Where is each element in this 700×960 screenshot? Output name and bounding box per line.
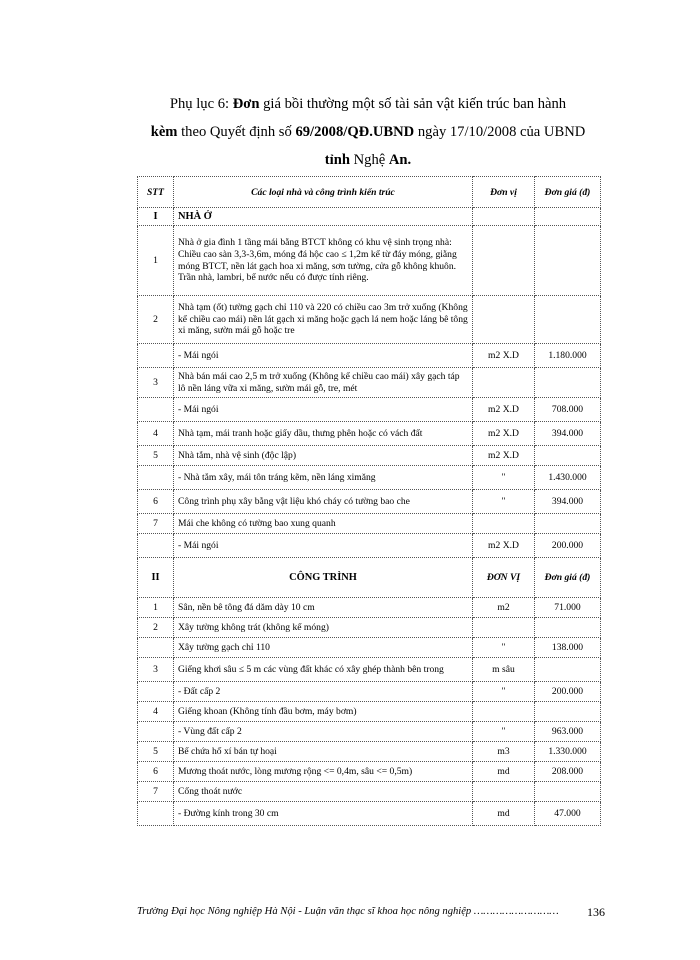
cell-unit: m2 X.D <box>473 398 535 422</box>
header-name: Các loại nhà và công trình kiến trúc <box>174 177 473 208</box>
table-row <box>138 368 601 398</box>
cell-price <box>535 658 601 682</box>
cell-name: - Vùng đất cấp 2 <box>174 722 473 742</box>
cell-name: - Mái ngói <box>174 534 473 558</box>
cell-stt <box>138 802 174 826</box>
title-text-bold: An. <box>388 152 412 168</box>
cell-unit: m2 <box>473 598 535 618</box>
table-row <box>138 658 601 682</box>
cell-unit: m2 X.D <box>473 344 535 368</box>
cell-name: Giếng khoan (Không tính đầu bơm, máy bơm) <box>174 702 473 722</box>
title-text: Phụ lục 6: <box>169 96 233 112</box>
cell-name: Nhà bán mái cao 2,5 m trở xuống (Không kể chiều cao mái) xây gạch táp lô nền láng vữa xi măng, sườn mái gỗ, tre, mét <box>174 368 473 398</box>
cell-stt: II <box>138 558 174 598</box>
table-row <box>138 802 601 826</box>
title-text-bold: Đơn <box>232 96 260 112</box>
cell-unit: md <box>473 802 535 826</box>
title-text-bold: kèm <box>150 124 178 140</box>
cell-price: 1.430.000 <box>535 466 601 490</box>
cell-stt: 7 <box>138 514 174 534</box>
page-title <box>128 90 608 174</box>
cell-unit <box>473 368 535 398</box>
cell-stt <box>138 638 174 658</box>
cell-stt: 3 <box>138 658 174 682</box>
cell-price: 200.000 <box>535 682 601 702</box>
cell-price: 708.000 <box>535 398 601 422</box>
table-row <box>138 638 601 658</box>
cell-name: - Nhà tắm xây, mái tôn tráng kẽm, nền láng ximăng <box>174 466 473 490</box>
header-stt: STT <box>138 177 174 208</box>
table-row <box>138 490 601 514</box>
cell-name: Cống thoát nước <box>174 782 473 802</box>
cell-price: 1.180.000 <box>535 344 601 368</box>
table-row <box>138 762 601 782</box>
cell-price: 47.000 <box>535 802 601 826</box>
cell-price: 963.000 <box>535 722 601 742</box>
cell-name: - Đường kính trong 30 cm <box>174 802 473 826</box>
page-footer <box>137 906 605 917</box>
header-price: Đơn giá (đ) <box>535 177 601 208</box>
table-row <box>138 296 601 344</box>
cell-stt <box>138 466 174 490</box>
cell-stt: 6 <box>138 490 174 514</box>
cell-unit: m sâu <box>473 658 535 682</box>
cell-price <box>535 226 601 296</box>
cell-unit: md <box>473 762 535 782</box>
cell-stt: 1 <box>138 598 174 618</box>
table-row <box>138 782 601 802</box>
cell-price: 208.000 <box>535 762 601 782</box>
cell-price <box>535 618 601 638</box>
table-row <box>138 742 601 762</box>
cell-price <box>535 514 601 534</box>
header-unit: Đơn vị <box>473 177 535 208</box>
cell-unit: ĐƠN VỊ <box>473 558 535 598</box>
cell-unit: m2 X.D <box>473 422 535 446</box>
cell-price: 394.000 <box>535 490 601 514</box>
cell-name: Công trình phụ xây bằng vật liệu khó cháy có tường bao che <box>174 490 473 514</box>
cell-stt: 7 <box>138 782 174 802</box>
title-line-1 <box>128 90 608 118</box>
cell-unit <box>473 782 535 802</box>
cell-price <box>535 782 601 802</box>
cell-name: Mương thoát nước, lòng mương rộng <= 0,4m, sâu <= 0,5m) <box>174 762 473 782</box>
table-row <box>138 226 601 296</box>
cell-stt: 2 <box>138 618 174 638</box>
cell-price: 1.330.000 <box>535 742 601 762</box>
cell-unit: " <box>473 490 535 514</box>
cell-unit: m2 X.D <box>473 534 535 558</box>
cell-stt: 5 <box>138 742 174 762</box>
table-body <box>138 208 601 826</box>
table-row <box>138 422 601 446</box>
cell-name: NHÀ Ở <box>174 208 473 226</box>
cell-name: Giếng khơi sâu ≤ 5 m các vùng đất khác có xây ghép thành bên trong <box>174 658 473 682</box>
cell-price <box>535 368 601 398</box>
cell-name: Nhà tạm, mái tranh hoặc giấy dầu, thưng phên hoặc có vách đất <box>174 422 473 446</box>
cell-name: Mái che không có tường bao xung quanh <box>174 514 473 534</box>
cell-price: 200.000 <box>535 534 601 558</box>
title-text: Nghệ <box>349 152 389 168</box>
cell-price: 138.000 <box>535 638 601 658</box>
page-number: 136 <box>587 905 605 919</box>
table-row <box>138 598 601 618</box>
title-text: theo Quyết định số <box>177 124 296 140</box>
cell-price: 394.000 <box>535 422 601 446</box>
cell-price <box>535 446 601 466</box>
cell-name: - Mái ngói <box>174 398 473 422</box>
cell-unit <box>473 514 535 534</box>
cell-name: Bể chứa hố xí bán tự hoại <box>174 742 473 762</box>
cell-name: - Đất cấp 2 <box>174 682 473 702</box>
table-row <box>138 344 601 368</box>
cell-unit: m2 X.D <box>473 446 535 466</box>
cell-name: Nhà tắm, nhà vệ sinh (độc lập) <box>174 446 473 466</box>
table-row <box>138 398 601 422</box>
cell-unit <box>473 226 535 296</box>
title-line-3 <box>128 146 608 174</box>
table-row <box>138 466 601 490</box>
cell-price: 71.000 <box>535 598 601 618</box>
cell-stt: 1 <box>138 226 174 296</box>
table-row <box>138 618 601 638</box>
table-row <box>138 722 601 742</box>
cell-name: CÔNG TRÌNH <box>174 558 473 598</box>
price-table-container <box>137 176 600 826</box>
table-row <box>138 682 601 702</box>
cell-stt: 3 <box>138 368 174 398</box>
cell-name: Xây tường không trát (không kể móng) <box>174 618 473 638</box>
cell-unit: " <box>473 638 535 658</box>
cell-stt <box>138 722 174 742</box>
cell-name: Xây tường gạch chỉ 110 <box>174 638 473 658</box>
cell-stt: 5 <box>138 446 174 466</box>
section-row <box>138 208 601 226</box>
cell-stt <box>138 682 174 702</box>
table-header-row <box>138 177 601 208</box>
title-text: ngày 17/10/2008 của UBND <box>414 124 586 140</box>
cell-stt: 4 <box>138 702 174 722</box>
cell-name: - Mái ngói <box>174 344 473 368</box>
cell-unit <box>473 296 535 344</box>
title-text-bold: tỉnh <box>324 152 350 168</box>
cell-stt: 4 <box>138 422 174 446</box>
price-table <box>137 176 601 826</box>
cell-stt <box>138 398 174 422</box>
cell-stt: 2 <box>138 296 174 344</box>
cell-stt <box>138 344 174 368</box>
cell-unit <box>473 702 535 722</box>
cell-unit: m3 <box>473 742 535 762</box>
table-row <box>138 446 601 466</box>
cell-price: Đơn giá (đ) <box>535 558 601 598</box>
footer-text: Trường Đại học Nông nghiệp Hà Nội - Luận văn thạc sĩ khoa học nông nghiệp ……………………… <box>137 906 559 917</box>
cell-stt: 6 <box>138 762 174 782</box>
cell-price <box>535 702 601 722</box>
title-text: giá bồi thường một số tài sản vật kiến trúc ban hành <box>259 96 567 112</box>
cell-price <box>535 208 601 226</box>
cell-name: Nhà tạm (ốt) tường gạch chỉ 110 và 220 có chiều cao 3m trở xuống (Không kể chiều cao mái) nền lát gạch xi măng hoặc gạch lá nem hoặc láng bê tông xi măng, sườn mái gỗ hoặc tre <box>174 296 473 344</box>
cell-unit: " <box>473 682 535 702</box>
cell-unit <box>473 618 535 638</box>
cell-unit <box>473 208 535 226</box>
table-row <box>138 702 601 722</box>
cell-stt: I <box>138 208 174 226</box>
decision-number: 69/2008/QĐ.UBND <box>295 124 415 140</box>
cell-unit: " <box>473 722 535 742</box>
cell-unit: " <box>473 466 535 490</box>
cell-stt <box>138 534 174 558</box>
table-row <box>138 534 601 558</box>
title-line-2 <box>128 118 608 146</box>
cell-name: Sân, nền bê tông đá dăm dày 10 cm <box>174 598 473 618</box>
section-row <box>138 558 601 598</box>
cell-name: Nhà ở gia đình 1 tầng mái bằng BTCT không có khu vệ sinh trọng nhà: Chiều cao sàn 3,3-3,6m, móng đá hộc cao ≤ 1,2m kể từ đáy móng, giằng móng BTCT, nền lát gạch hoa xi măng, sơn tường, cửa gỗ không khuôn. Trần nhà, lambri, bể nước nếu có được tính riêng. <box>174 226 473 296</box>
cell-price <box>535 296 601 344</box>
table-row <box>138 514 601 534</box>
